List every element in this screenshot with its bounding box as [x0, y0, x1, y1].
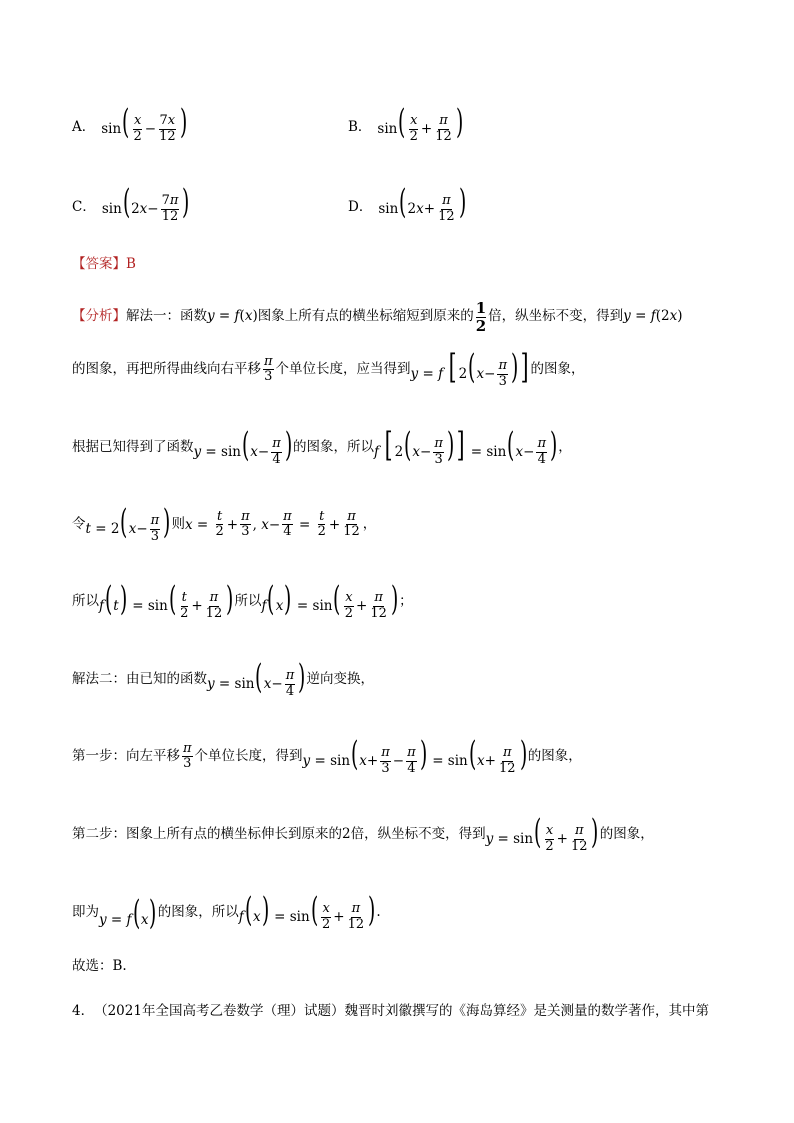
method1-text-a: 图象上所有点的横坐标缩短到原来的	[257, 308, 474, 325]
final-period: .	[376, 904, 381, 921]
math-substitution: t = 2(x− $\frac{\pi}{3}$ )	[85, 502, 171, 544]
analysis-tag: 【分析】	[72, 308, 126, 325]
method1-let: 令	[72, 516, 86, 533]
math-final-result: f(x) = sin( $\frac{x}{2}$ + $\frac{\pi}{12}$ )	[238, 890, 376, 932]
analysis-line-3	[72, 425, 754, 468]
step1-text-b: 个单位长度，得到	[194, 748, 303, 765]
method1-so: 所以	[72, 593, 99, 610]
question-4-text: 魏晋时刘徽撰写的《海岛算经》是关测量的数学著作，其中第	[344, 1003, 709, 1019]
analysis-line-1	[72, 300, 754, 334]
step1-text-c: 的图象，	[527, 748, 582, 765]
method1-text-d: 个单位长度，应当得到	[275, 361, 411, 378]
math-step1-result: y = sin(x+ $\frac{\pi}{3}$ − $\frac{\pi}{4}$ ) = sin(x+ $\frac{\pi}{12}$ )	[302, 734, 527, 776]
method1-text-e: 的图象，	[530, 361, 585, 378]
method1-so-2: 所以	[234, 593, 262, 610]
method2-text-a: 逆向变换，	[306, 671, 374, 688]
final-line	[72, 890, 754, 933]
math-pi-over-3-b: π 3	[183, 740, 192, 772]
math-given-function-2: y = sin(x− $\frac{\pi}{4}$ )	[207, 657, 306, 699]
final-text-a: 即为	[72, 904, 99, 921]
method1-text-b: 倍，纵坐标不变，得到	[488, 308, 624, 325]
analysis-line-5	[72, 579, 754, 622]
option-c-label: C．	[72, 198, 96, 215]
method1-text-g: 的图象，所以	[293, 439, 374, 456]
math-shifted-function: y = f [ 2(x− $\frac{\pi}{3}$ )]	[410, 347, 529, 389]
math-y-eq-fx: y = f(x)	[207, 308, 258, 325]
final-text-b: 的图象，所以	[157, 904, 239, 921]
math-one-half: 1 2	[475, 299, 487, 335]
step2-number: 2	[342, 826, 351, 843]
option-a-label: A．	[72, 118, 96, 135]
method1-semicolon: ；	[399, 593, 413, 610]
choose-text: 故选：B.	[72, 958, 127, 974]
option-d-label: D．	[348, 198, 373, 215]
math-given-function: y = sin(x− $\frac{\pi}{4}$ )	[193, 425, 293, 467]
math-pi-over-3: π 3	[264, 353, 273, 385]
math-f-of-t: f(t) = sin( $\frac{t}{2}$ + $\frac{\pi}{12}$ )	[99, 579, 234, 621]
method1-text-h: ，	[558, 439, 572, 456]
step1-text: 第一步：向左平移	[72, 748, 180, 765]
option-b	[348, 102, 464, 145]
method2-line	[72, 657, 754, 700]
option-c	[72, 182, 191, 225]
method1-text-f: 根据已知得到了函数	[72, 439, 194, 456]
math-equation: f [ 2(x− $\frac{\pi}{3}$ )] = sin(x− $\frac{\pi}{4}$ )	[374, 425, 558, 467]
method2-intro: 解法二：由已知的函数	[72, 671, 207, 688]
choose-line	[72, 960, 754, 974]
method1-text-c: 的图象，再把所得曲线向右平移	[72, 361, 261, 378]
method1-intro: 解法一：函数	[126, 308, 207, 325]
answer-tag: 【答案】	[72, 256, 126, 272]
option-a	[72, 102, 188, 145]
option-a-expression: sin( $\frac{x}{2}$ − $\frac{7x}{12}$ )	[101, 102, 187, 144]
answer-line	[72, 258, 754, 272]
option-d	[348, 182, 467, 225]
question-4-line	[72, 1005, 754, 1019]
analysis-line-4	[72, 502, 754, 545]
step1-line	[72, 734, 754, 777]
math-f-of-x: f(x) = sin( $\frac{x}{2}$ + $\frac{\pi}{12}$ )	[261, 579, 399, 621]
step2-text-b: 倍，纵坐标不变，得到	[350, 826, 486, 843]
option-c-expression: sin(2x− $\frac{7\pi}{12}$ )	[101, 182, 190, 224]
math-step2-result: y = sin( $\frac{x}{2}$ + $\frac{\pi}{12}$ )	[485, 812, 599, 854]
option-b-expression: sin( $\frac{x}{2}$ + $\frac{\pi}{12}$ )	[377, 102, 464, 144]
option-b-label: B．	[348, 118, 372, 135]
step2-text: 第二步：图象上所有点的横坐标伸长到原来的	[72, 826, 342, 843]
step2-text-c: 的图象，	[599, 826, 654, 843]
analysis-line-2	[72, 347, 754, 390]
step2-line	[72, 812, 754, 855]
math-x-solution: x = $\frac{t}{2}$ + $\frac{\pi}{3}$ , x− $\frac{\pi}{4}$ = $\frac{t}{2}$ + $\frac{\pi}{12}$	[184, 508, 360, 540]
math-y-eq-f2x: y = f(2x)	[623, 308, 683, 325]
math-y-eq-fx-2: y = f(x)	[99, 892, 157, 933]
method1-then: 则	[171, 516, 185, 533]
option-d-expression: sin(2x+ $\frac{\pi}{12}$ )	[378, 182, 466, 224]
answer-value: B	[126, 256, 136, 272]
method1-comma: ，	[362, 516, 377, 533]
question-4-source: （2021年全国高考乙卷数学（理）试题）	[94, 1003, 345, 1019]
question-4-number: 4．	[72, 1003, 95, 1019]
